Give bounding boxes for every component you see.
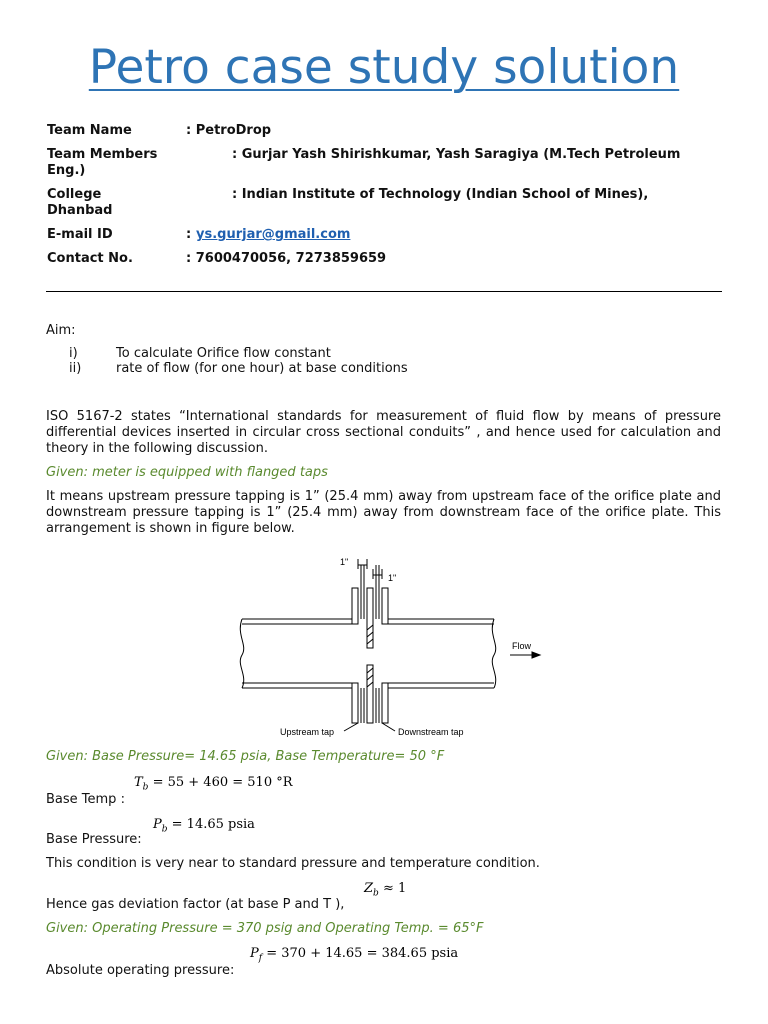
equation-symbol: T: [134, 775, 143, 790]
equation-subscript: b: [161, 824, 168, 835]
college-continuation: Dhanbad: [47, 203, 113, 218]
page-title: Petro case study solution: [88, 40, 680, 95]
email-label: E-mail ID: [47, 227, 113, 242]
given-operating-note: Given: Operating Pressure = 370 psig and Operating Temp. = 65°F: [46, 921, 484, 936]
team-members-value: : Gurjar Yash Shirishkumar, Yash Saragiya (M.Tech Petroleum: [232, 147, 681, 162]
contact-value: : 7600470056, 7273859659: [186, 251, 387, 266]
team-members-label: Team Members: [47, 147, 158, 162]
abs-pressure-equation: [250, 946, 458, 964]
given-base-note: Given: Base Pressure= 14.65 psia, Base Temperature= 50 °F: [46, 749, 445, 764]
aim-label: Aim:: [46, 323, 76, 338]
figure-upstream-label: Upstream tap: [280, 727, 335, 737]
deviation-equation: [364, 881, 406, 899]
horizontal-divider: [46, 291, 722, 292]
deviation-label: Hence gas deviation factor (at base P and T ),: [46, 897, 345, 912]
figure-tap-left-label: 1": [340, 557, 349, 567]
base-temp-label: Base Temp :: [46, 792, 125, 807]
iso-paragraph: ISO 5167-2 states “International standards for measurement of fluid flow by means of pressure differential devices inserted in circular cross sectional conduits” , and hence used for calculation and theory in the following discussion.: [46, 409, 721, 456]
figure-flow-label: Flow: [512, 641, 532, 651]
figure-downstream-label: Downstream tap: [398, 727, 464, 737]
base-temp-equation: [134, 775, 293, 793]
equation-rhs: = 370 + 14.65 = 384.65 psia: [266, 946, 459, 961]
aim-item-text: To calculate Orifice flow constant: [116, 346, 331, 361]
base-pressure-equation: [153, 817, 255, 835]
team-name-label: Team Name: [47, 123, 132, 138]
college-label: College: [47, 187, 102, 202]
equation-rhs: ≈ 1: [382, 881, 407, 896]
contact-label: Contact No.: [47, 251, 133, 266]
abs-pressure-label: Absolute operating pressure:: [46, 963, 235, 978]
figure-tap-right-label: 1": [388, 573, 397, 583]
equation-subscript: b: [142, 782, 149, 793]
team-members-continuation: Eng.): [47, 163, 86, 178]
equation-subscript: b: [373, 888, 379, 899]
aim-item-number: ii): [69, 361, 82, 376]
equation-rhs: = 14.65 psia: [171, 817, 255, 832]
given-taps-note: Given: meter is equipped with flanged taps: [46, 465, 328, 480]
equation-symbol: P: [153, 817, 162, 832]
email-link[interactable]: ys.gurjar@gmail.com: [196, 227, 351, 242]
team-name-value: : PetroDrop: [186, 123, 272, 138]
equation-symbol: P: [250, 946, 259, 961]
equation-subscript: f: [258, 953, 263, 964]
aim-item-text: rate of flow (for one hour) at base conditions: [116, 361, 408, 376]
base-pressure-label: Base Pressure:: [46, 832, 142, 847]
aim-item-number: i): [69, 346, 78, 361]
email-colon: :: [186, 227, 192, 242]
equation-rhs: = 55 + 460 = 510 °R: [152, 775, 293, 790]
near-standard-text: This condition is very near to standard pressure and temperature condition.: [46, 856, 540, 871]
equation-symbol: Z: [364, 881, 374, 896]
college-value: : Indian Institute of Technology (Indian School of Mines),: [232, 187, 649, 202]
flanged-taps-figure: [232, 555, 552, 745]
taps-paragraph: It means upstream pressure tapping is 1” (25.4 mm) away from upstream face of the orifice plate and downstream pressure tapping is 1” (25.4 mm) away from downstream face of the orifice plate. This arrangement is shown in figure below.: [46, 489, 721, 536]
